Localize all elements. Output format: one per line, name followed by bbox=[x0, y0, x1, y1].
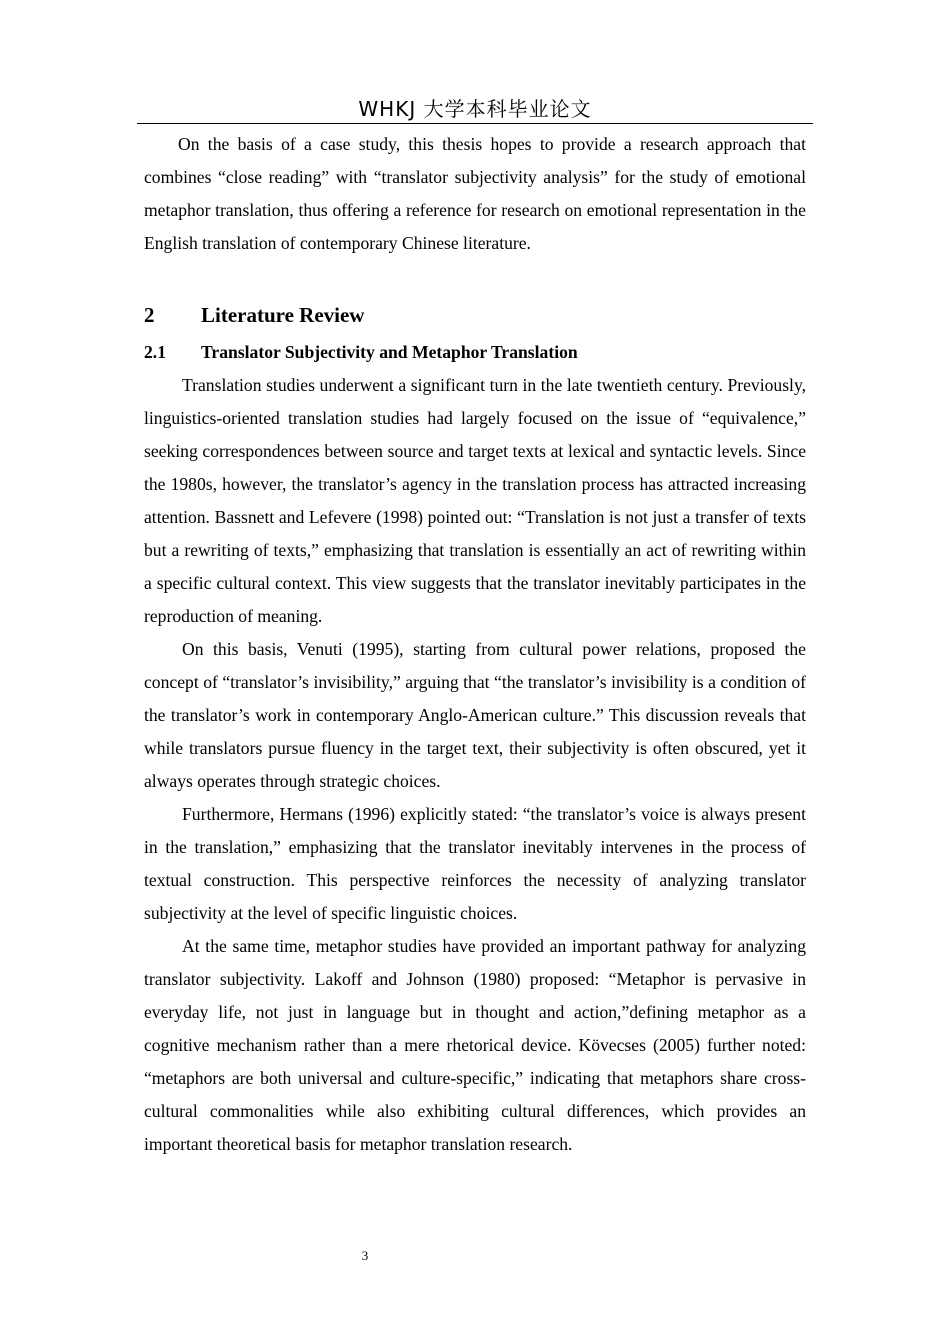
subsection-number: 2.1 bbox=[144, 342, 166, 362]
section-title: Literature Review bbox=[201, 303, 365, 327]
header-divider bbox=[137, 123, 813, 124]
page-number: 3 bbox=[361, 1248, 369, 1263]
body-paragraph: At the same time, metaphor studies have provided an important pathway for analyzing translator subjectivity. Lakoff and Johnson (1980) proposed: “Metaphor is pervasive in everyday life, not just in language but in thought and action,”defining metaphor as a cognitive mechanism rather than a mere rhetorical device. Kövecses (2005) further noted: “metaphors are both universal and culture-specific,” indicating that metaphors share cross-cultural commonalities while also exhibiting cultural differences, which provides an important theoretical basis for metaphor translation research. bbox=[144, 936, 806, 1154]
body-paragraph: Translation studies underwent a significant turn in the late twentieth century. Previously, linguistics-oriented translation studies had largely focused on the issue of “equivalence,” seeking correspondences between source and target texts at lexical and syntactic levels. Since the 1980s, however, the translator’s agency in the translation process has attracted increasing attention. Bassnett and Lefevere (1998) pointed out: “Translation is not just a transfer of texts but a rewriting of texts,” emphasizing that translation is essentially an act of rewriting within a specific cultural context. This view suggests that the translator inevitably participates in the reproduction of meaning. bbox=[144, 375, 806, 626]
subsection-heading bbox=[144, 336, 806, 369]
document-body bbox=[144, 128, 806, 1161]
section-number: 2 bbox=[144, 303, 155, 327]
body-paragraph: Furthermore, Hermans (1996) explicitly stated: “the translator’s voice is always present in the translation,” emphasizing that the translator inevitably intervenes in the process of textual construction. This perspective reinforces the necessity of analyzing translator subjectivity at the level of specific linguistic choices. bbox=[144, 804, 806, 923]
intro-paragraph: On the basis of a case study, this thesis hopes to provide a research approach that combines “close reading” with “translator subjectivity analysis” for the study of emotional metaphor translation, thus offering a reference for research on emotional representation in the English translation of contemporary Chinese literature. bbox=[144, 134, 806, 253]
section-heading bbox=[144, 299, 806, 332]
subsection-title: Translator Subjectivity and Metaphor Translation bbox=[201, 342, 578, 362]
page-header: WHKJ 大学本科毕业论文 bbox=[358, 97, 592, 121]
body-paragraph: On this basis, Venuti (1995), starting from cultural power relations, proposed the concept of “translator’s invisibility,” arguing that “the translator’s invisibility is a condition of the translator’s work in contemporary Anglo-American culture.” This discussion reveals that while translators pursue fluency in the target text, their subjectivity is often obscured, yet it always operates through strategic choices. bbox=[144, 639, 806, 791]
